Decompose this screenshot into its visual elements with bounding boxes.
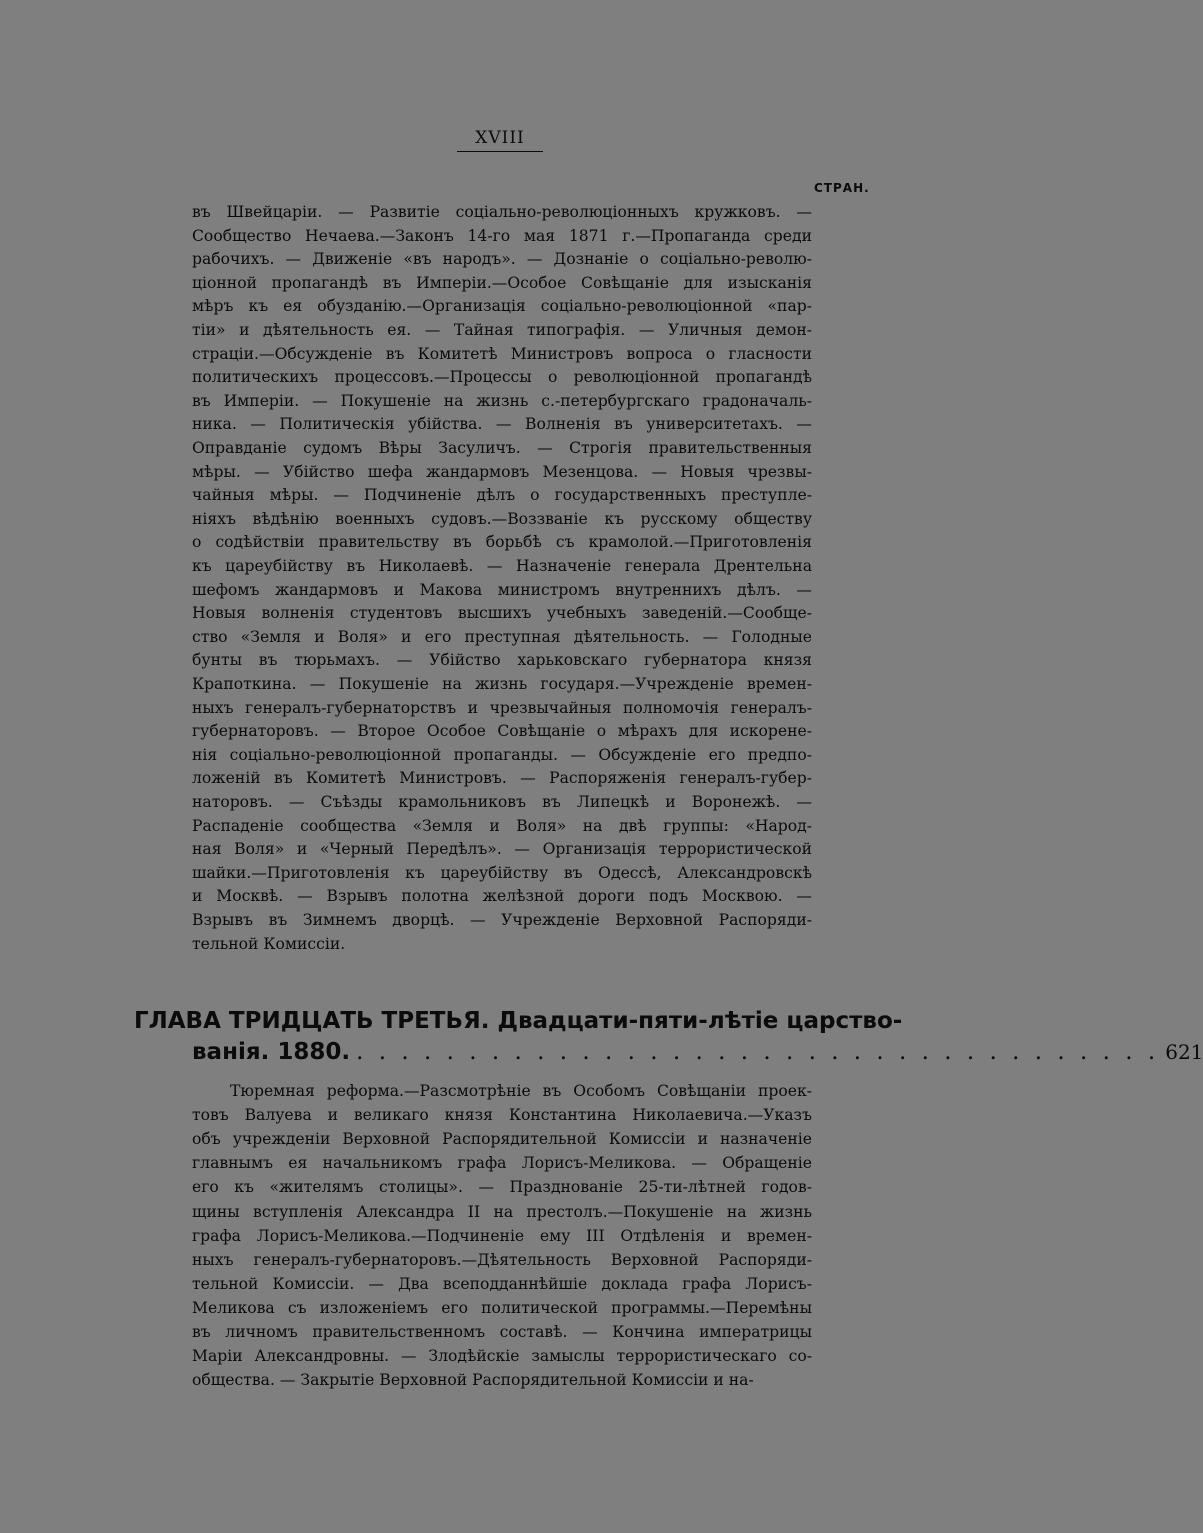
text-line: Маріи Александровны. — Злодѣйскіе замыслы террористическаго со-: [192, 1347, 812, 1366]
text-line: товъ Валуева и великаго князя Константина Николаевича.—Указъ: [192, 1106, 812, 1125]
text-line: чайныя мѣры. — Подчиненіе дѣлъ о государственныхъ преступле-: [192, 486, 812, 505]
dot-leader: . . . . . . . . . . . . . . . . . . . . . . . . . . . . . . . . . . . .: [356, 1039, 1160, 1065]
text-line: графа Лорисъ-Меликова.—Подчиненіе ему III Отдѣленія и времен-: [192, 1226, 812, 1245]
text-line: Оправданіе судомъ Вѣры Засуличъ. — Строгія правительственныя: [192, 439, 812, 457]
text-line: въ Швейцаріи. — Развитіе соціально-революціонныхъ кружковъ. —: [192, 203, 812, 221]
text-line: объ учрежденіи Верховной Распорядительной Комиссіи и назначеніе: [192, 1130, 812, 1149]
text-line: общества. — Закрытіе Верховной Распорядительной Комиссіи и на-: [192, 1371, 754, 1390]
text-line: Взрывъ въ Зимнемъ дворцѣ. — Учрежденіе Верховной Распоряди-: [192, 911, 812, 929]
text-line: Сообщество Нечаева.—Законъ 14-го мая 1871 г.—Пропаганда среди: [192, 226, 812, 245]
text-line: щины вступленія Александра II на престолъ.—Покушеніе на жизнь: [192, 1202, 812, 1221]
text-line: ложеній въ Комитетѣ Министровъ. — Распоряженія генералъ-губер-: [192, 769, 812, 788]
text-line: ніяхъ вѣдѣнію военныхъ судовъ.—Воззваніе къ русскому обществу: [192, 509, 812, 528]
text-line: къ цареубійству въ Николаевѣ. — Назначеніе генерала Дрентельна: [192, 557, 812, 575]
text-line: въ личномъ правительственномъ составѣ. — Кончина императрицы: [192, 1323, 812, 1341]
text-line: шефомъ жандармовъ и Макова министромъ внутреннихъ дѣлъ. —: [192, 580, 812, 599]
text-line: политическихъ процессовъ.—Процессы о революціонной пропагандѣ: [192, 368, 812, 387]
text-line: и Москвѣ. — Взрывъ полотна желѣзной дороги подъ Москвою. —: [192, 887, 812, 906]
text-line: его къ «жителямъ столицы». — Празднованіе 25-ти-лѣтней годов-: [192, 1178, 812, 1197]
chapter-title-line-2-row: [192, 1037, 1203, 1068]
text-line: губернаторовъ. — Второе Особое Совѣщаніе о мѣрахъ для искорене-: [192, 722, 812, 741]
text-line: Крапоткина. — Покушеніе на жизнь государя.—Учрежденіе времен-: [192, 675, 812, 693]
text-line: тельной Комиссіи. — Два всеподданнѣйшіе доклада графа Лорисъ-: [192, 1274, 812, 1293]
text-line: ная Воля» и «Черный Передѣлъ». — Организація террористической: [192, 840, 812, 859]
text-line: главнымъ ея начальникомъ графа Лорисъ-Меликова. — Обращеніе: [192, 1154, 812, 1173]
chapter-title-line-2: ванія. 1880.: [192, 1039, 351, 1065]
text-line: тельной Комиссіи.: [192, 934, 346, 953]
chapter-page-number: 621: [1165, 1040, 1203, 1064]
header-rule: [457, 151, 543, 152]
text-line: Распаденіе сообщества «Земля и Воля» на двѣ группы: «Народ-: [192, 816, 812, 835]
chapter-title-line-1: ГЛАВА ТРИДЦАТЬ ТРЕТЬЯ. Двадцати-пяти-лѣтіе царство-: [134, 1008, 903, 1034]
text-line: Меликова съ изложеніемъ его политической программы.—Перемѣны: [192, 1298, 812, 1317]
text-line: Тюремная реформа.—Разсмотрѣніе въ Особомъ Совѣщаніи проек-: [230, 1082, 812, 1100]
text-line: страціи.—Обсужденіе въ Комитетѣ Министровъ вопроса о гласности: [192, 344, 812, 363]
text-line: ство «Земля и Воля» и его преступная дѣятельность. — Голодные: [192, 627, 812, 646]
text-line: въ Имперіи. — Покушеніе на жизнь с.-петербургскаго градоначаль-: [192, 391, 812, 410]
text-line: ныхъ генералъ-губернаторовъ.—Дѣятельность Верховной Распоряди-: [192, 1250, 812, 1269]
text-line: ныхъ генералъ-губернаторствъ и чрезвычайныя полномочія генералъ-: [192, 698, 812, 717]
text-line: шайки.—Приготовленія къ цареубійству въ Одессѣ, Александровскѣ: [192, 863, 812, 882]
text-line: тіи» и дѣятельность ея. — Тайная типографія. — Уличныя демон-: [192, 321, 812, 339]
page-number: XVIII: [475, 128, 525, 148]
text-line: ціонной пропагандѣ въ Имперіи.—Особое Совѣщаніе для изысканія: [192, 273, 812, 292]
text-line: мѣры. — Убійство шефа жандармовъ Мезенцова. — Новыя чрезвы-: [192, 462, 812, 481]
text-line: нія соціально-революціонной пропаганды. — Обсужденіе его предпо-: [192, 745, 812, 764]
text-line: наторовъ. — Съѣзды крамольниковъ въ Липецкѣ и Воронежѣ. —: [192, 793, 812, 811]
chapter-heading: [134, 1006, 1203, 1068]
text-line: рабочихъ. — Движеніе «въ народъ». — Дознаніе о соціально-револю-: [192, 250, 812, 269]
text-line: мѣръ къ ея обузданію.—Организація соціально-революціонной «пар-: [192, 297, 812, 316]
text-line: ника. — Политическія убійства. — Волненія въ университетахъ. —: [192, 415, 812, 434]
text-line: бунты въ тюрьмахъ. — Убійство харьковскаго губернатора князя: [192, 651, 812, 670]
page-column-label: СТРАН.: [814, 181, 870, 195]
text-line: о содѣйствіи правительству въ борьбѣ съ крамолой.—Приготовленія: [192, 533, 812, 552]
text-line: Новыя волненія студентовъ высшихъ учебныхъ заведеній.—Сообще-: [192, 604, 812, 623]
